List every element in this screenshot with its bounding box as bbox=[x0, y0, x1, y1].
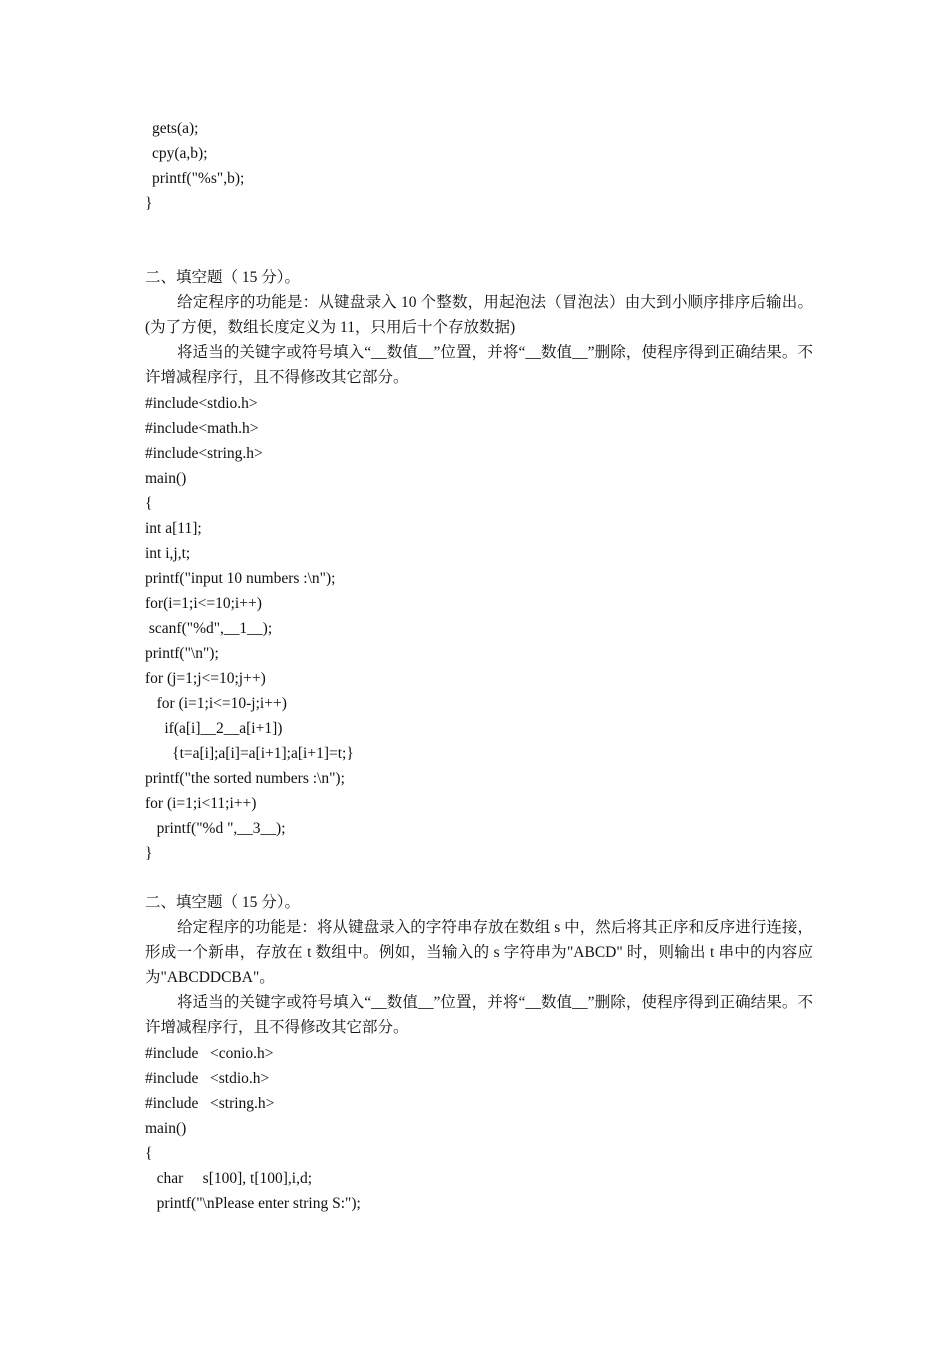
code-line: printf("%d ",__3__); bbox=[145, 820, 286, 837]
code-line: #include <string.h> bbox=[145, 1095, 275, 1112]
code-line: scanf("%d",__1__); bbox=[145, 620, 273, 637]
code-line: printf("\n"); bbox=[145, 645, 219, 662]
code-line: for (j=1;j<=10;j++) bbox=[145, 670, 266, 687]
code-line: gets(a); bbox=[152, 120, 199, 137]
section-heading: 二、填空题（ 15 分）。 bbox=[145, 269, 301, 286]
code-line: #include<stdio.h> bbox=[145, 395, 258, 412]
problem-description: 给定程序的功能是：从键盘录入 10 个整数，用起泡法（冒泡法）由大到小顺序排序后输出。(为了方便，数组长度定义为 11，只用后十个存放数据) bbox=[145, 294, 813, 336]
code-line: char s[100], t[100],i,d; bbox=[145, 1170, 313, 1187]
code-line: main() bbox=[145, 1120, 187, 1137]
code-line: #include <stdio.h> bbox=[145, 1070, 270, 1087]
section-heading: 二、填空题（ 15 分）。 bbox=[145, 894, 301, 911]
code-line: } bbox=[145, 195, 153, 212]
code-line: printf("%s",b); bbox=[152, 170, 245, 187]
code-line: if(a[i]__2__a[i+1]) bbox=[145, 720, 283, 737]
code-line: printf("the sorted numbers :\n"); bbox=[145, 770, 345, 787]
code-line: { bbox=[145, 495, 153, 512]
code-line: {t=a[i];a[i]=a[i+1];a[i+1]=t;} bbox=[145, 745, 354, 762]
code-line: #include<math.h> bbox=[145, 420, 259, 437]
code-line: int i,j,t; bbox=[145, 545, 191, 562]
code-line: main() bbox=[145, 470, 187, 487]
code-line: int a[11]; bbox=[145, 520, 202, 537]
code-line: { bbox=[145, 1145, 153, 1162]
problem-description: 给定程序的功能是：将从键盘录入的字符串存放在数组 s 中，然后将其正序和反序进行连接，形成一个新串，存放在 t 数组中。例如，当输入的 s 字符串为"ABCD" 时，则输出 t 串中的内容应为"ABCDDCBA"。 bbox=[145, 919, 813, 986]
code-line: for (i=1;i<=10-j;i++) bbox=[145, 695, 287, 712]
code-line: cpy(a,b); bbox=[152, 145, 208, 162]
code-line: } bbox=[145, 845, 153, 862]
code-line: printf("\nPlease enter string S:"); bbox=[145, 1195, 361, 1212]
code-line: for (i=1;i<11;i++) bbox=[145, 795, 257, 812]
code-line: #include<string.h> bbox=[145, 445, 263, 462]
code-line: for(i=1;i<=10;i++) bbox=[145, 595, 262, 612]
problem-instructions: 将适当的关键字或符号填入“__数值__”位置，并将“__数值__”删除，使程序得到正确结果。不许增减程序行，且不得修改其它部分。 bbox=[145, 344, 813, 386]
problem-instructions: 将适当的关键字或符号填入“__数值__”位置，并将“__数值__”删除，使程序得到正确结果。不许增减程序行，且不得修改其它部分。 bbox=[145, 994, 813, 1036]
code-line: printf("input 10 numbers :\n"); bbox=[145, 570, 336, 587]
code-line: #include <conio.h> bbox=[145, 1045, 274, 1062]
